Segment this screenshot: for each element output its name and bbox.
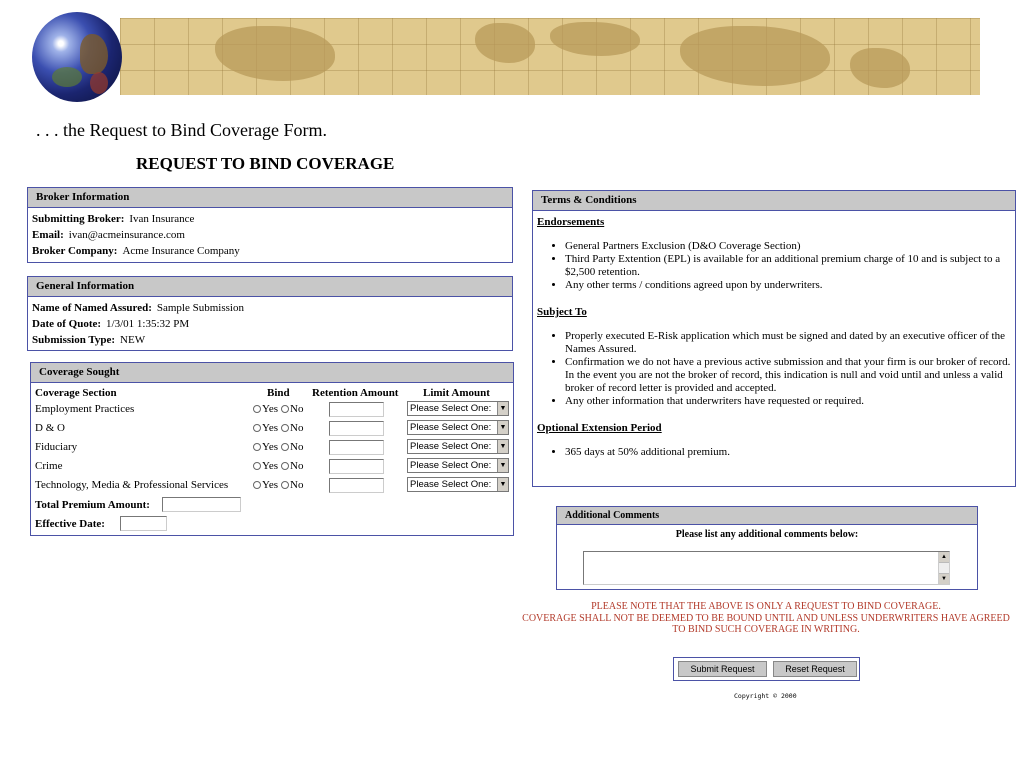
- comments-textarea[interactable]: [583, 551, 950, 585]
- coverage-section-name: D & O: [35, 422, 65, 434]
- limit-amount-select[interactable]: [407, 439, 509, 454]
- retention-amount-input[interactable]: [329, 440, 384, 455]
- broker-company-row: Broker Company: Acme Insurance Company: [32, 245, 240, 257]
- terms-list-item: • Any other terms / conditions agreed upon by underwriters.: [565, 279, 1011, 292]
- additional-comments-header: Additional Comments: [557, 507, 977, 525]
- bind-radio-group: [253, 479, 306, 491]
- limit-amount-select[interactable]: [407, 458, 509, 473]
- submit-request-button[interactable]: Submit Request: [678, 661, 767, 677]
- bind-notice: [516, 601, 1016, 636]
- additional-comments-panel: [556, 506, 978, 590]
- general-information-header: General Information: [28, 277, 512, 297]
- yes-label: Yes: [262, 403, 279, 415]
- coverage-row: [35, 420, 509, 438]
- coverage-row: [35, 439, 509, 457]
- notice-line-1: PLEASE NOTE THAT THE ABOVE IS ONLY A REQUEST TO BIND COVERAGE.: [591, 601, 941, 612]
- dropdown-arrow-icon[interactable]: ▼: [497, 440, 508, 453]
- bind-yes-radio[interactable]: [253, 424, 261, 432]
- broker-company-value: Acme Insurance Company: [122, 245, 240, 257]
- bind-no-radio[interactable]: [281, 424, 289, 432]
- coverage-sought-header: Coverage Sought: [31, 363, 513, 383]
- no-label: No: [290, 460, 304, 472]
- coverage-section-name: Crime: [35, 460, 63, 472]
- date-of-quote-row: Date of Quote: 1/3/01 1:35:32 PM: [32, 318, 190, 330]
- retention-amount-input[interactable]: [329, 421, 384, 436]
- reset-request-button[interactable]: Reset Request: [773, 661, 857, 677]
- yes-label: Yes: [262, 479, 279, 491]
- retention-amount-input[interactable]: [329, 478, 384, 493]
- terms-list-item: • Properly executed E-Risk application which must be signed and dated by an executive officer of the Names Assured.: [565, 330, 1011, 356]
- no-label: No: [290, 479, 304, 491]
- coverage-section-name: Employment Practices: [35, 403, 135, 415]
- bind-yes-radio[interactable]: [253, 443, 261, 451]
- bind-radio-group: [253, 441, 306, 453]
- limit-amount-select[interactable]: [407, 401, 509, 416]
- coverage-section-name: Fiduciary: [35, 441, 78, 453]
- page-title: REQUEST TO BIND COVERAGE: [136, 154, 395, 173]
- no-label: No: [290, 422, 304, 434]
- header-banner-map: [120, 18, 980, 95]
- limit-amount-selected: Please Select One:: [410, 403, 492, 414]
- limit-amount-select[interactable]: [407, 477, 509, 492]
- bind-no-radio[interactable]: [281, 481, 289, 489]
- coverage-row: [35, 477, 509, 495]
- comments-prompt: Please list any additional comments below:: [675, 529, 859, 540]
- scroll-down-icon[interactable]: ▼: [939, 573, 949, 584]
- bind-no-radio[interactable]: [281, 462, 289, 470]
- col-retention-amount: Retention Amount: [312, 387, 399, 399]
- general-information-panel: [27, 276, 513, 351]
- terms-conditions-header: Terms & Conditions: [533, 191, 1015, 211]
- limit-amount-selected: Please Select One:: [410, 441, 492, 452]
- dropdown-arrow-icon[interactable]: ▼: [497, 478, 508, 491]
- terms-section-title: Subject To: [537, 306, 587, 318]
- no-label: No: [290, 441, 304, 453]
- submission-type-row: Submission Type: NEW: [32, 334, 146, 346]
- terms-list-item: • Any other information that underwriters have requested or required.: [565, 395, 1011, 408]
- bind-radio-group: [253, 422, 306, 434]
- submitting-broker-row: Submitting Broker: Ivan Insurance: [32, 213, 195, 225]
- date-of-quote-value: 1/3/01 1:35:32 PM: [106, 318, 190, 330]
- terms-section-title: Endorsements: [537, 216, 605, 228]
- limit-amount-selected: Please Select One:: [410, 422, 492, 433]
- named-assured-value: Sample Submission: [156, 302, 244, 314]
- terms-section-title: Optional Extension Period: [537, 422, 662, 434]
- coverage-row: [35, 401, 509, 419]
- col-bind: Bind: [267, 387, 290, 399]
- scroll-up-icon[interactable]: ▲: [939, 552, 949, 563]
- terms-list-item: • Third Party Extention (EPL) is available for an additional premium charge of 10 and is subject to a $2,500 retention.: [565, 253, 1011, 279]
- bind-no-radio[interactable]: [281, 405, 289, 413]
- globe-logo-icon: [32, 12, 122, 102]
- col-limit-amount: Limit Amount: [423, 387, 490, 399]
- yes-label: Yes: [262, 460, 279, 472]
- yes-label: Yes: [262, 422, 279, 434]
- dropdown-arrow-icon[interactable]: ▼: [497, 402, 508, 415]
- email-value: ivan@acmeinsurance.com: [68, 229, 185, 241]
- limit-amount-selected: Please Select One:: [410, 460, 492, 471]
- effective-date-label: Effective Date:: [35, 518, 105, 530]
- coverage-row: [35, 458, 509, 476]
- named-assured-row: Name of Named Assured: Sample Submission: [32, 302, 244, 314]
- broker-information-panel: [27, 187, 513, 263]
- retention-amount-input[interactable]: [329, 402, 384, 417]
- no-label: No: [290, 403, 304, 415]
- terms-conditions-panel: [532, 190, 1016, 487]
- coverage-section-name: Technology, Media & Professional Services: [35, 479, 229, 491]
- terms-list: [537, 330, 1011, 408]
- comments-scrollbar[interactable]: [938, 552, 949, 584]
- terms-list: [537, 446, 1011, 459]
- terms-list: [537, 240, 1011, 292]
- dropdown-arrow-icon[interactable]: ▼: [497, 459, 508, 472]
- terms-list-item: • 365 days at 50% additional premium.: [565, 446, 1011, 459]
- bind-radio-group: [253, 403, 306, 415]
- terms-list-item: • Confirmation we do not have a previous active submission and that your firm is our broker of record. In the event you are not the broker of record, this indication is null and void until and unless a valid broker of record letter is provided and accepted.: [565, 356, 1011, 395]
- effective-date-input[interactable]: [120, 516, 167, 531]
- bind-radio-group: [253, 460, 306, 472]
- email-row: Email: ivan@acmeinsurance.com: [32, 229, 185, 241]
- retention-amount-input[interactable]: [329, 459, 384, 474]
- dropdown-arrow-icon[interactable]: ▼: [497, 421, 508, 434]
- coverage-sought-panel: [30, 362, 514, 536]
- limit-amount-select[interactable]: [407, 420, 509, 435]
- bind-yes-radio[interactable]: [253, 405, 261, 413]
- col-coverage-section: Coverage Section: [35, 387, 117, 399]
- intro-text: . . . the Request to Bind Coverage Form.: [36, 120, 327, 140]
- bind-no-radio[interactable]: [281, 443, 289, 451]
- yes-label: Yes: [262, 441, 279, 453]
- form-buttons: [673, 657, 860, 681]
- total-premium-label: Total Premium Amount:: [35, 499, 150, 511]
- total-premium-input[interactable]: [162, 497, 241, 512]
- limit-amount-selected: Please Select One:: [410, 479, 492, 490]
- bind-yes-radio[interactable]: [253, 481, 261, 489]
- terms-list-item: • General Partners Exclusion (D&O Coverage Section): [565, 240, 1011, 253]
- submitting-broker-value: Ivan Insurance: [129, 213, 195, 225]
- broker-information-header: Broker Information: [28, 188, 512, 208]
- bind-yes-radio[interactable]: [253, 462, 261, 470]
- submission-type-value: NEW: [120, 334, 146, 346]
- copyright-text: Copyright © 2000: [734, 692, 797, 700]
- notice-line-2: COVERAGE SHALL NOT BE DEEMED TO BE BOUND UNTIL AND UNLESS UNDERWRITERS HAVE AGREED TO BIND SUCH COVERAGE IN WRITING.: [522, 612, 1010, 635]
